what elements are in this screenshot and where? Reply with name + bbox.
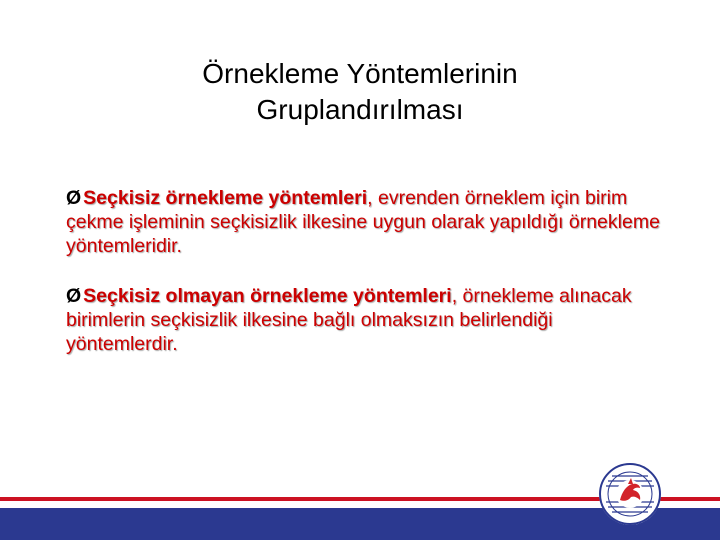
bullet-item: [66, 284, 666, 356]
arrow-bullet-icon: Ø: [66, 187, 82, 209]
bullet-list: [66, 186, 666, 382]
university-seal-icon: [598, 462, 662, 526]
slide-title: [90, 56, 630, 128]
slide-title-line-1: Örnekleme Yöntemlerinin: [202, 58, 518, 89]
bullet-term: Seçkisiz olmayan örnekleme yöntemleri: [83, 285, 452, 307]
bullet-text: , örnekleme alınacak birimlerin seçkisizlik ilkesine bağlı olmaksızın belirlendiği yöntemlerdir.: [66, 285, 632, 355]
arrow-bullet-icon: Ø: [66, 285, 82, 307]
bullet-term: Seçkisiz örnekleme yöntemleri: [83, 187, 368, 209]
slide-title-line-2: Gruplandırılması: [256, 94, 464, 125]
bullet-item: [66, 186, 666, 258]
bullet-text: , evrenden örneklem için birim çekme işleminin seçkisizlik ilkesine uygun olarak yapıldığı örnekleme yöntemleridir.: [66, 187, 660, 257]
